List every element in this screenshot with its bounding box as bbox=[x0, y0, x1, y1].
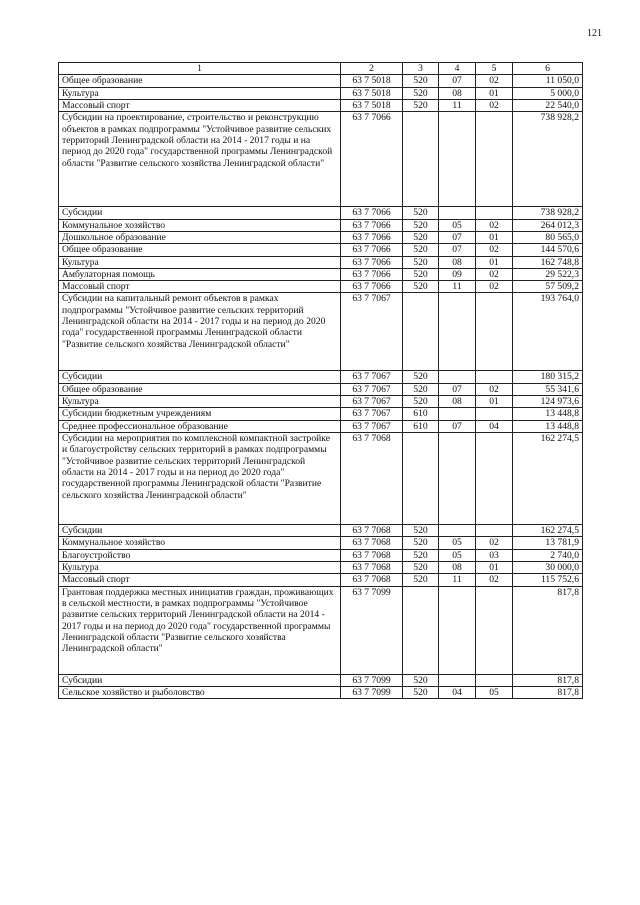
column-header: 5 bbox=[476, 63, 513, 75]
row-subsection-cell: 02 bbox=[476, 537, 513, 549]
row-code-cell: 63 7 7099 bbox=[341, 674, 403, 686]
row-subsection-cell: 02 bbox=[476, 281, 513, 293]
row-expense-type-cell: 520 bbox=[403, 537, 439, 549]
row-code-cell: 63 7 7067 bbox=[341, 408, 403, 420]
row-amount-cell: 13 448,8 bbox=[513, 408, 583, 420]
row-section-cell bbox=[439, 293, 476, 371]
row-code-cell: 63 7 7066 bbox=[341, 112, 403, 207]
row-amount-cell: 80 565,0 bbox=[513, 231, 583, 243]
row-name-cell: Сельское хозяйство и рыболовство bbox=[59, 686, 341, 698]
table-row bbox=[59, 256, 583, 268]
row-amount-cell: 29 522,3 bbox=[513, 268, 583, 280]
row-amount-cell: 817,8 bbox=[513, 586, 583, 674]
row-code-cell: 63 7 7068 bbox=[341, 433, 403, 525]
row-amount-cell: 180 315,2 bbox=[513, 371, 583, 383]
row-name-cell: Субсидии bbox=[59, 371, 341, 383]
column-header: 2 bbox=[341, 63, 403, 75]
row-subsection-cell: 02 bbox=[476, 574, 513, 586]
table-row bbox=[59, 674, 583, 686]
table-row bbox=[59, 87, 583, 99]
row-section-cell bbox=[439, 408, 476, 420]
table-row bbox=[59, 574, 583, 586]
row-section-cell: 05 bbox=[439, 537, 476, 549]
row-expense-type-cell: 520 bbox=[403, 396, 439, 408]
table-row bbox=[59, 433, 583, 525]
row-subsection-cell bbox=[476, 112, 513, 207]
row-section-cell bbox=[439, 674, 476, 686]
row-subsection-cell: 01 bbox=[476, 256, 513, 268]
row-name-cell: Коммунальное хозяйство bbox=[59, 219, 341, 231]
row-section-cell: 08 bbox=[439, 256, 476, 268]
row-code-cell: 63 7 7066 bbox=[341, 244, 403, 256]
row-subsection-cell: 02 bbox=[476, 99, 513, 111]
row-amount-cell: 5 000,0 bbox=[513, 87, 583, 99]
row-amount-cell: 264 012,3 bbox=[513, 219, 583, 231]
row-name-cell: Амбулаторная помощь bbox=[59, 268, 341, 280]
row-amount-cell: 115 752,6 bbox=[513, 574, 583, 586]
row-expense-type-cell: 520 bbox=[403, 674, 439, 686]
row-name-cell: Культура bbox=[59, 256, 341, 268]
row-name-cell: Дошкольное образование bbox=[59, 231, 341, 243]
row-amount-cell: 162 274,5 bbox=[513, 433, 583, 525]
budget-table bbox=[58, 62, 583, 699]
row-expense-type-cell: 520 bbox=[403, 561, 439, 573]
table-row bbox=[59, 268, 583, 280]
row-code-cell: 63 7 7066 bbox=[341, 281, 403, 293]
row-code-cell: 63 7 5018 bbox=[341, 87, 403, 99]
row-name-cell: Грантовая поддержка местных инициатив граждан, проживающих в сельской местности, в рамках подпрограммы "Устойчивое развитие сельских территорий Ленинградской области на 2014 - 2017 годы и на период до 2020 года" государственной программы Ленинградской области "Развитие сельского хозяйства Ленинградской области" bbox=[59, 586, 341, 674]
row-section-cell bbox=[439, 433, 476, 525]
table-row bbox=[59, 281, 583, 293]
row-code-cell: 63 7 7067 bbox=[341, 420, 403, 432]
row-name-cell: Коммунальное хозяйство bbox=[59, 537, 341, 549]
row-subsection-cell: 01 bbox=[476, 231, 513, 243]
row-amount-cell: 124 973,6 bbox=[513, 396, 583, 408]
row-name-cell: Субсидии bbox=[59, 674, 341, 686]
row-amount-cell: 55 341,6 bbox=[513, 383, 583, 395]
row-subsection-cell: 02 bbox=[476, 268, 513, 280]
row-code-cell: 63 7 7068 bbox=[341, 549, 403, 561]
row-section-cell bbox=[439, 207, 476, 219]
row-section-cell: 05 bbox=[439, 549, 476, 561]
row-code-cell: 63 7 7068 bbox=[341, 561, 403, 573]
row-amount-cell: 13 448,8 bbox=[513, 420, 583, 432]
row-section-cell bbox=[439, 371, 476, 383]
row-section-cell: 11 bbox=[439, 99, 476, 111]
table-row bbox=[59, 561, 583, 573]
page-number: 121 bbox=[587, 28, 602, 39]
header-row bbox=[59, 63, 583, 75]
row-expense-type-cell: 520 bbox=[403, 549, 439, 561]
row-expense-type-cell: 520 bbox=[403, 281, 439, 293]
row-expense-type-cell: 520 bbox=[403, 207, 439, 219]
row-amount-cell: 57 509,2 bbox=[513, 281, 583, 293]
row-amount-cell: 11 050,0 bbox=[513, 75, 583, 87]
row-subsection-cell: 01 bbox=[476, 87, 513, 99]
row-section-cell: 07 bbox=[439, 420, 476, 432]
row-expense-type-cell: 610 bbox=[403, 420, 439, 432]
row-expense-type-cell bbox=[403, 586, 439, 674]
table-row bbox=[59, 383, 583, 395]
row-amount-cell: 144 570,6 bbox=[513, 244, 583, 256]
row-name-cell: Культура bbox=[59, 561, 341, 573]
table-row bbox=[59, 244, 583, 256]
row-code-cell: 63 7 7066 bbox=[341, 256, 403, 268]
row-code-cell: 63 7 5018 bbox=[341, 99, 403, 111]
column-header: 1 bbox=[59, 63, 341, 75]
table-body bbox=[59, 75, 583, 699]
row-section-cell: 08 bbox=[439, 87, 476, 99]
row-expense-type-cell: 520 bbox=[403, 244, 439, 256]
row-code-cell: 63 7 7066 bbox=[341, 219, 403, 231]
row-expense-type-cell: 520 bbox=[403, 371, 439, 383]
row-name-cell: Субсидии на проектирование, строительство и реконструкцию объектов в рамках подпрограммы "Устойчивое развитие сельских территорий Ленинградской области на 2014 - 2017 годы и на период до 2020 года" государственной программы Ленинградской области "Развитие сельского хозяйства Ленинградской области" bbox=[59, 112, 341, 207]
row-expense-type-cell bbox=[403, 112, 439, 207]
row-section-cell: 04 bbox=[439, 686, 476, 698]
row-expense-type-cell: 520 bbox=[403, 99, 439, 111]
row-code-cell: 63 7 7099 bbox=[341, 586, 403, 674]
row-section-cell: 11 bbox=[439, 281, 476, 293]
row-section-cell bbox=[439, 525, 476, 537]
row-name-cell: Массовый спорт bbox=[59, 99, 341, 111]
row-expense-type-cell: 520 bbox=[403, 75, 439, 87]
row-name-cell: Среднее профессиональное образование bbox=[59, 420, 341, 432]
table-row bbox=[59, 408, 583, 420]
row-subsection-cell: 04 bbox=[476, 420, 513, 432]
row-name-cell: Общее образование bbox=[59, 383, 341, 395]
row-expense-type-cell: 520 bbox=[403, 219, 439, 231]
row-expense-type-cell: 520 bbox=[403, 383, 439, 395]
table-row bbox=[59, 549, 583, 561]
row-name-cell: Субсидии bbox=[59, 525, 341, 537]
row-code-cell: 63 7 7068 bbox=[341, 525, 403, 537]
row-amount-cell: 22 540,0 bbox=[513, 99, 583, 111]
row-amount-cell: 162 274,5 bbox=[513, 525, 583, 537]
row-name-cell: Культура bbox=[59, 396, 341, 408]
table-row bbox=[59, 525, 583, 537]
row-code-cell: 63 7 7067 bbox=[341, 293, 403, 371]
table-row bbox=[59, 371, 583, 383]
row-code-cell: 63 7 7067 bbox=[341, 396, 403, 408]
row-code-cell: 63 7 7068 bbox=[341, 537, 403, 549]
row-code-cell: 63 7 7067 bbox=[341, 371, 403, 383]
table-row bbox=[59, 99, 583, 111]
row-name-cell: Благоустройство bbox=[59, 549, 341, 561]
row-name-cell: Субсидии на капитальный ремонт объектов в рамках подпрограммы "Устойчивое развитие сельских территорий Ленинградской области на 2014 - 2017 годы и на период до 2020 года" государственной программы Ленинградской области "Развитие сельского хозяйства Ленинградской области" bbox=[59, 293, 341, 371]
row-section-cell: 07 bbox=[439, 383, 476, 395]
table-row bbox=[59, 75, 583, 87]
row-subsection-cell: 02 bbox=[476, 219, 513, 231]
table-row bbox=[59, 537, 583, 549]
row-subsection-cell: 01 bbox=[476, 396, 513, 408]
row-subsection-cell bbox=[476, 674, 513, 686]
row-section-cell bbox=[439, 586, 476, 674]
row-amount-cell: 162 748,8 bbox=[513, 256, 583, 268]
row-section-cell: 08 bbox=[439, 396, 476, 408]
row-section-cell: 07 bbox=[439, 244, 476, 256]
row-subsection-cell: 02 bbox=[476, 75, 513, 87]
table-row bbox=[59, 293, 583, 371]
table-row bbox=[59, 396, 583, 408]
table-row bbox=[59, 586, 583, 674]
row-subsection-cell bbox=[476, 433, 513, 525]
row-subsection-cell bbox=[476, 371, 513, 383]
row-subsection-cell bbox=[476, 207, 513, 219]
row-name-cell: Общее образование bbox=[59, 244, 341, 256]
row-subsection-cell bbox=[476, 408, 513, 420]
row-code-cell: 63 7 7067 bbox=[341, 383, 403, 395]
row-name-cell: Субсидии бюджетным учреждениям bbox=[59, 408, 341, 420]
row-code-cell: 63 7 7066 bbox=[341, 231, 403, 243]
column-header: 4 bbox=[439, 63, 476, 75]
row-name-cell: Субсидии на мероприятия по комплексной компактной застройке и благоустройству сельских территорий в рамках подпрограммы "Устойчивое развитие сельских территорий Ленинградской области на 2014 - 2017 годы и на период до 2020 года" государственной программы Ленинградской области "Развитие сельского хозяйства Ленинградской области" bbox=[59, 433, 341, 525]
row-expense-type-cell bbox=[403, 433, 439, 525]
row-subsection-cell: 02 bbox=[476, 244, 513, 256]
row-subsection-cell: 01 bbox=[476, 561, 513, 573]
row-subsection-cell: 02 bbox=[476, 383, 513, 395]
row-expense-type-cell: 520 bbox=[403, 525, 439, 537]
row-subsection-cell bbox=[476, 586, 513, 674]
row-code-cell: 63 7 7068 bbox=[341, 574, 403, 586]
table-row bbox=[59, 231, 583, 243]
row-code-cell: 63 7 7099 bbox=[341, 686, 403, 698]
column-header: 3 bbox=[403, 63, 439, 75]
row-amount-cell: 30 000,0 bbox=[513, 561, 583, 573]
row-expense-type-cell: 520 bbox=[403, 231, 439, 243]
row-expense-type-cell: 520 bbox=[403, 268, 439, 280]
row-expense-type-cell: 520 bbox=[403, 574, 439, 586]
table-row bbox=[59, 207, 583, 219]
table-row bbox=[59, 686, 583, 698]
row-section-cell: 09 bbox=[439, 268, 476, 280]
row-section-cell bbox=[439, 112, 476, 207]
row-amount-cell: 13 781,9 bbox=[513, 537, 583, 549]
table-row bbox=[59, 112, 583, 207]
row-code-cell: 63 7 7066 bbox=[341, 268, 403, 280]
row-section-cell: 07 bbox=[439, 75, 476, 87]
table-row bbox=[59, 219, 583, 231]
row-amount-cell: 2 740,0 bbox=[513, 549, 583, 561]
row-amount-cell: 817,8 bbox=[513, 686, 583, 698]
row-amount-cell: 738 928,2 bbox=[513, 207, 583, 219]
row-name-cell: Субсидии bbox=[59, 207, 341, 219]
row-expense-type-cell: 610 bbox=[403, 408, 439, 420]
row-expense-type-cell: 520 bbox=[403, 256, 439, 268]
row-section-cell: 08 bbox=[439, 561, 476, 573]
row-name-cell: Культура bbox=[59, 87, 341, 99]
row-expense-type-cell bbox=[403, 293, 439, 371]
column-header: 6 bbox=[513, 63, 583, 75]
row-subsection-cell: 05 bbox=[476, 686, 513, 698]
row-name-cell: Общее образование bbox=[59, 75, 341, 87]
row-subsection-cell bbox=[476, 525, 513, 537]
row-expense-type-cell: 520 bbox=[403, 87, 439, 99]
row-subsection-cell: 03 bbox=[476, 549, 513, 561]
row-section-cell: 05 bbox=[439, 219, 476, 231]
row-amount-cell: 738 928,2 bbox=[513, 112, 583, 207]
row-code-cell: 63 7 7066 bbox=[341, 207, 403, 219]
row-code-cell: 63 7 5018 bbox=[341, 75, 403, 87]
row-section-cell: 11 bbox=[439, 574, 476, 586]
row-section-cell: 07 bbox=[439, 231, 476, 243]
row-name-cell: Массовый спорт bbox=[59, 281, 341, 293]
row-amount-cell: 817,8 bbox=[513, 674, 583, 686]
table-row bbox=[59, 420, 583, 432]
row-amount-cell: 193 764,0 bbox=[513, 293, 583, 371]
row-name-cell: Массовый спорт bbox=[59, 574, 341, 586]
row-subsection-cell bbox=[476, 293, 513, 371]
row-expense-type-cell: 520 bbox=[403, 686, 439, 698]
